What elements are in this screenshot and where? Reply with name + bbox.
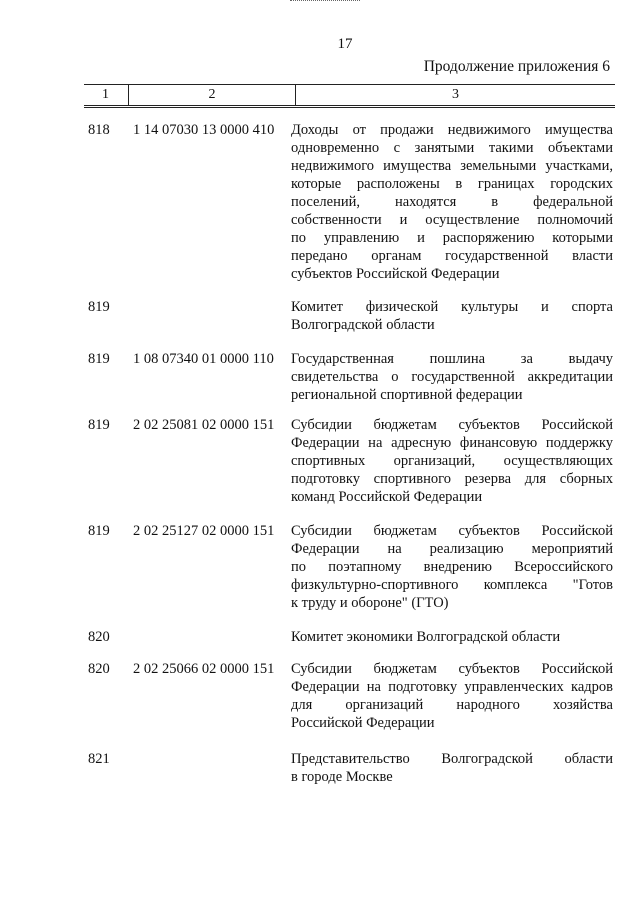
header-col-1: 1 (102, 87, 109, 102)
description-line: для организаций народного хозяйства (291, 697, 613, 713)
income-description (291, 628, 613, 646)
description-line: Субсидии бюджетам субъектов Российской (291, 417, 613, 433)
description-line: свидетельства о государственной аккредитации (291, 369, 613, 385)
row-number: 820 (88, 629, 110, 645)
appendix-continuation-title: Продолжение приложения 6 (423, 58, 610, 75)
budget-code: 1 14 07030 13 0000 410 (133, 122, 275, 138)
description-line: спортивных организаций, осуществляющих (291, 453, 613, 469)
header-col-2: 2 (128, 85, 296, 105)
description-line: недвижимого имущества земельными участками, (291, 158, 613, 174)
description-line: одновременно с занятыми такими объектами (291, 140, 613, 156)
table-header (84, 84, 615, 106)
description-line: по поэтапному внедрению Всероссийского (291, 559, 613, 575)
description-line: региональной спортивной федерации (291, 387, 523, 403)
description-line: Комитет физической культуры и спорта (291, 299, 613, 315)
budget-code: 1 08 07340 01 0000 110 (133, 351, 274, 367)
row-number: 819 (88, 523, 110, 539)
income-description (291, 416, 613, 506)
description-line: Федерации на подготовку управленческих кадров (291, 679, 613, 695)
description-line: команд Российской Федерации (291, 489, 483, 505)
header-col-3: 3 (452, 87, 459, 102)
description-line: Доходы от продажи недвижимого имущества (291, 122, 613, 138)
description-line: к труду и обороне" (ГТО) (291, 595, 449, 611)
description-line: которые расположены в границах городских (291, 176, 613, 192)
row-number: 819 (88, 299, 110, 315)
income-description (291, 750, 613, 786)
row-number: 820 (88, 661, 110, 677)
header-double-rule (84, 107, 615, 108)
page-number: 17 (337, 36, 353, 52)
budget-code: 2 02 25127 02 0000 151 (133, 523, 275, 539)
description-line: собственности и осуществление полномочий (291, 212, 613, 228)
income-description (291, 522, 613, 612)
income-description (291, 298, 613, 334)
row-number: 818 (88, 122, 110, 138)
budget-code: 2 02 25066 02 0000 151 (133, 661, 275, 677)
description-line: субъектов Российской Федерации (291, 266, 500, 282)
description-line: в городе Москве (291, 769, 393, 785)
description-line: Федерации на адресную финансовую поддержку (291, 435, 613, 451)
description-line: физкультурно-спортивного комплекса "Готов (291, 577, 613, 593)
description-line: передано органам государственной власти (291, 248, 613, 264)
description-line: Государственная пошлина за выдачу (291, 351, 613, 367)
description-line: Российской Федерации (291, 715, 435, 731)
description-line: Субсидии бюджетам субъектов Российской (291, 661, 613, 677)
description-line: Комитет экономики Волгоградской области (291, 629, 561, 645)
income-description (291, 660, 613, 732)
description-line: Волгоградской области (291, 317, 435, 333)
description-line: поселений, находятся в федеральной (291, 194, 613, 210)
description-line: по управлению и распоряжению которыми (291, 230, 613, 246)
row-number: 821 (88, 751, 110, 767)
income-description (291, 121, 613, 283)
row-number: 819 (88, 417, 110, 433)
description-line: подготовку спортивного резерва для сборных (291, 471, 613, 487)
income-description (291, 350, 613, 404)
budget-code: 2 02 25081 02 0000 151 (133, 417, 275, 433)
description-line: Представительство Волгоградской области (291, 751, 613, 767)
row-number: 819 (88, 351, 110, 367)
description-line: Субсидии бюджетам субъектов Российской (291, 523, 613, 539)
description-line: Федерации на реализацию мероприятий (291, 541, 613, 557)
page-top-mark (290, 0, 360, 4)
